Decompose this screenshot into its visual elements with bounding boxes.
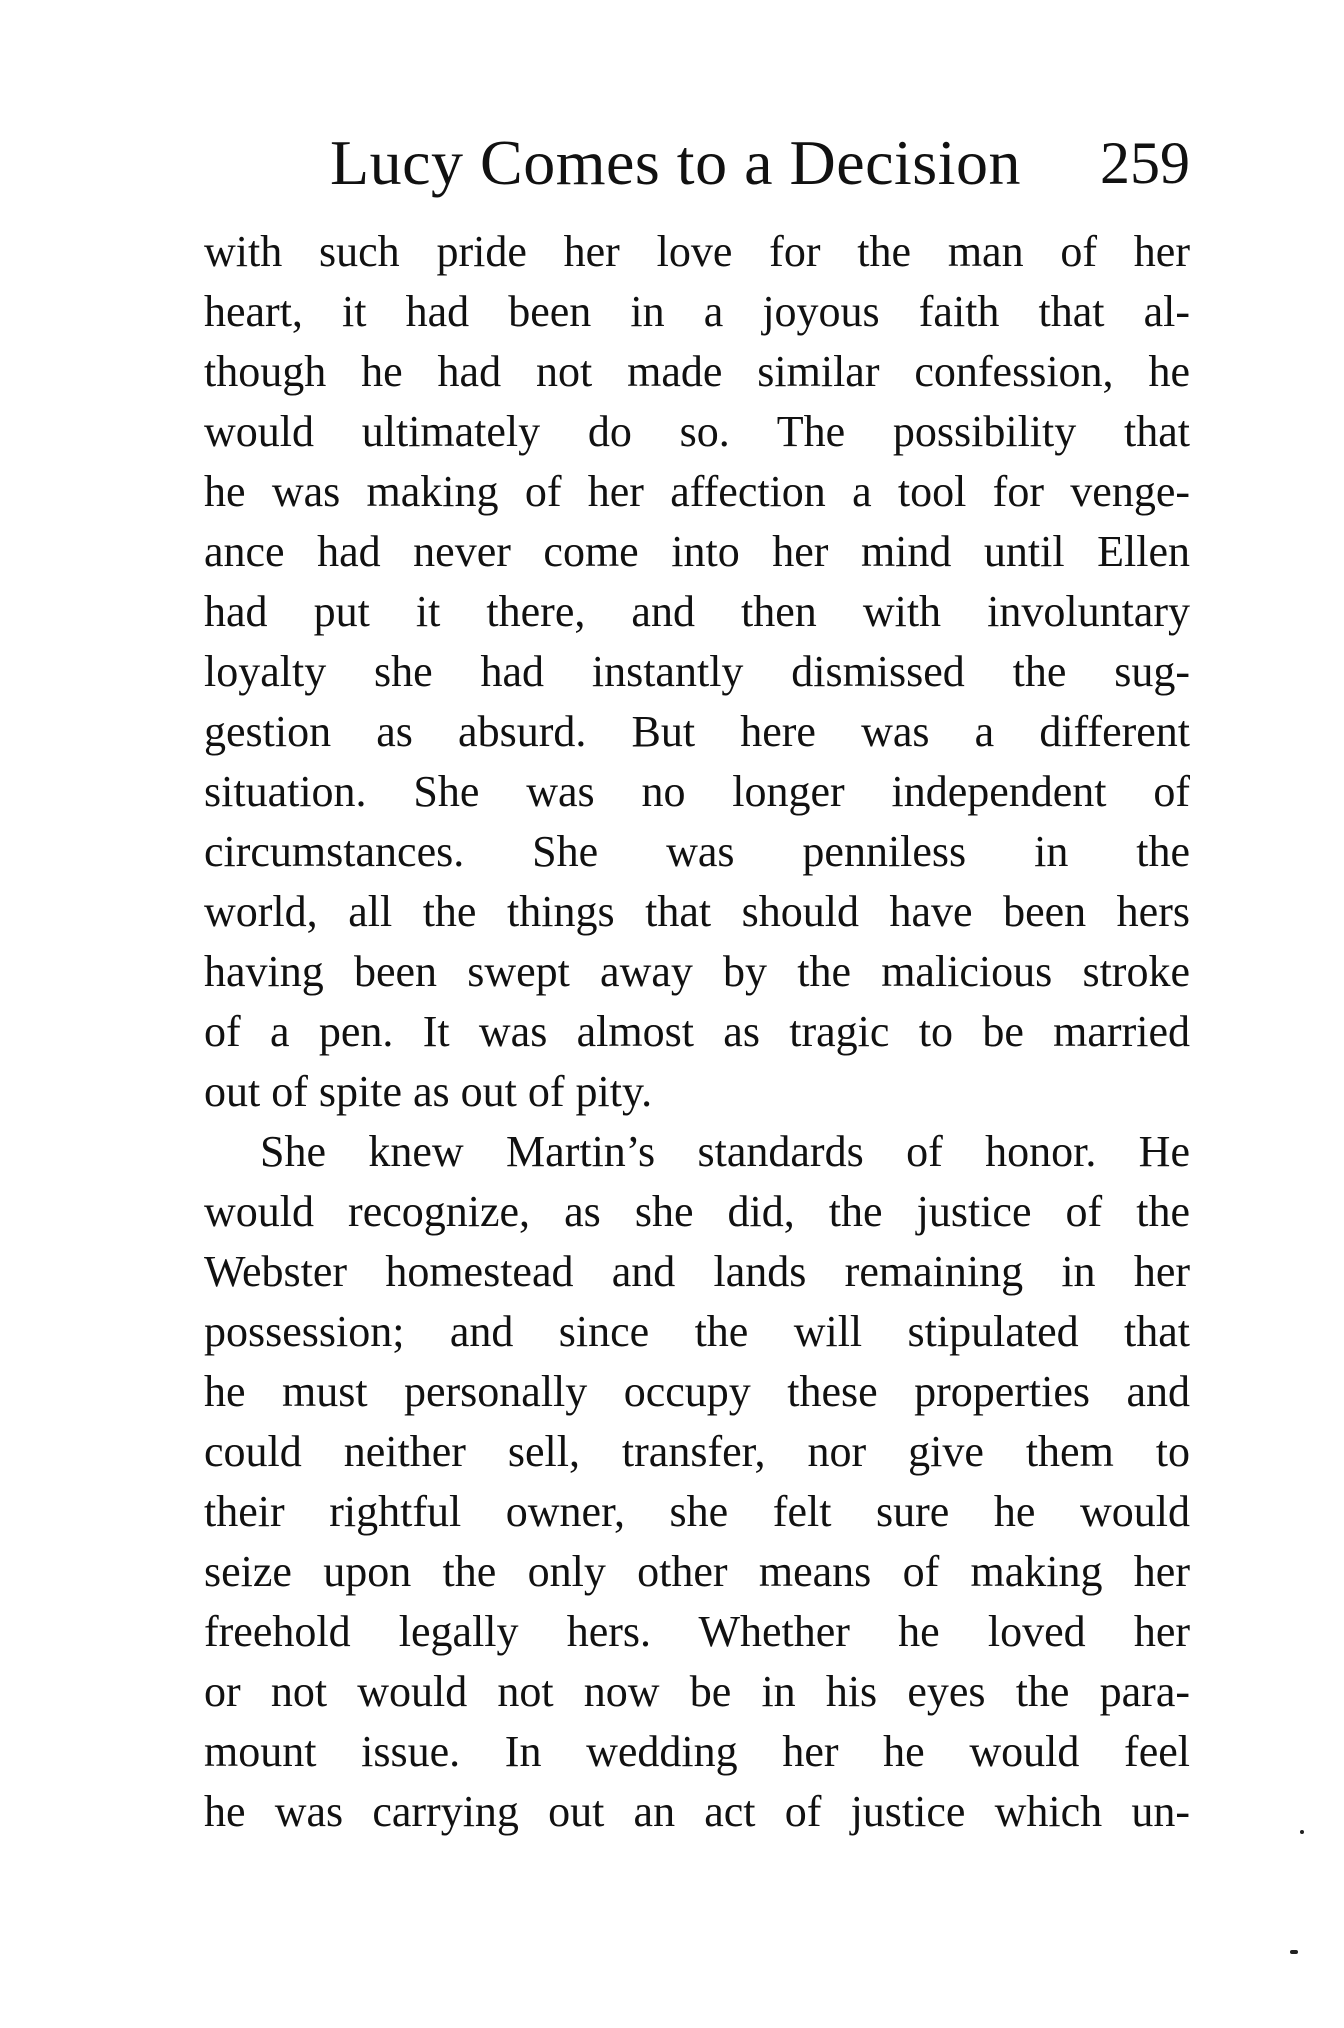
running-title: Lucy Comes to a Decision: [330, 127, 1021, 198]
text-line: seize upon the only other means of making her: [204, 1547, 1190, 1596]
text-line: or not would not now be in his eyes the para-: [204, 1667, 1190, 1716]
text-line: he was making of her affection a tool for venge-: [204, 467, 1190, 516]
text-line: their rightful owner, she felt sure he would: [204, 1487, 1190, 1536]
paragraph: [204, 222, 1190, 1122]
paragraph: [204, 1122, 1190, 1842]
text-line: circumstances. She was penniless in the: [204, 827, 1190, 876]
text-line: with such pride her love for the man of her: [204, 227, 1190, 276]
text-line: She knew Martin’s standards of honor. He: [260, 1127, 1190, 1176]
text-line: out of spite as out of pity.: [204, 1067, 653, 1116]
text-line: he must personally occupy these properties and: [204, 1367, 1190, 1416]
text-line: gestion as absurd. But here was a different: [204, 707, 1190, 756]
text-line: he was carrying out an act of justice which un-: [204, 1787, 1190, 1836]
running-head: [330, 118, 1190, 208]
text-line: freehold legally hers. Whether he loved her: [204, 1607, 1190, 1656]
text-line: world, all the things that should have been hers: [204, 887, 1190, 936]
text-line: would ultimately do so. The possibility that: [204, 407, 1190, 456]
text-line: would recognize, as she did, the justice of the: [204, 1187, 1190, 1236]
text-line: having been swept away by the malicious stroke: [204, 947, 1190, 996]
text-line: mount issue. In wedding her he would feel: [204, 1727, 1190, 1776]
body-text: [204, 222, 1190, 1842]
text-line: situation. She was no longer independent of: [204, 767, 1190, 816]
text-line: though he had not made similar confession, he: [204, 347, 1190, 396]
text-line: loyalty she had instantly dismissed the sug-: [204, 647, 1190, 696]
text-line: ance had never come into her mind until Ellen: [204, 527, 1190, 576]
text-line: heart, it had been in a joyous faith that al-: [204, 287, 1190, 336]
text-line: Webster homestead and lands remaining in her: [204, 1247, 1190, 1296]
page-number: 259: [1100, 130, 1190, 196]
text-line: had put it there, and then with involuntary: [204, 587, 1190, 636]
text-line: possession; and since the will stipulated that: [204, 1307, 1190, 1356]
scan-speck: [1300, 1830, 1304, 1834]
scan-speck: [1290, 1950, 1298, 1954]
text-line: of a pen. It was almost as tragic to be married: [204, 1007, 1190, 1056]
text-line: could neither sell, transfer, nor give them to: [204, 1427, 1190, 1476]
